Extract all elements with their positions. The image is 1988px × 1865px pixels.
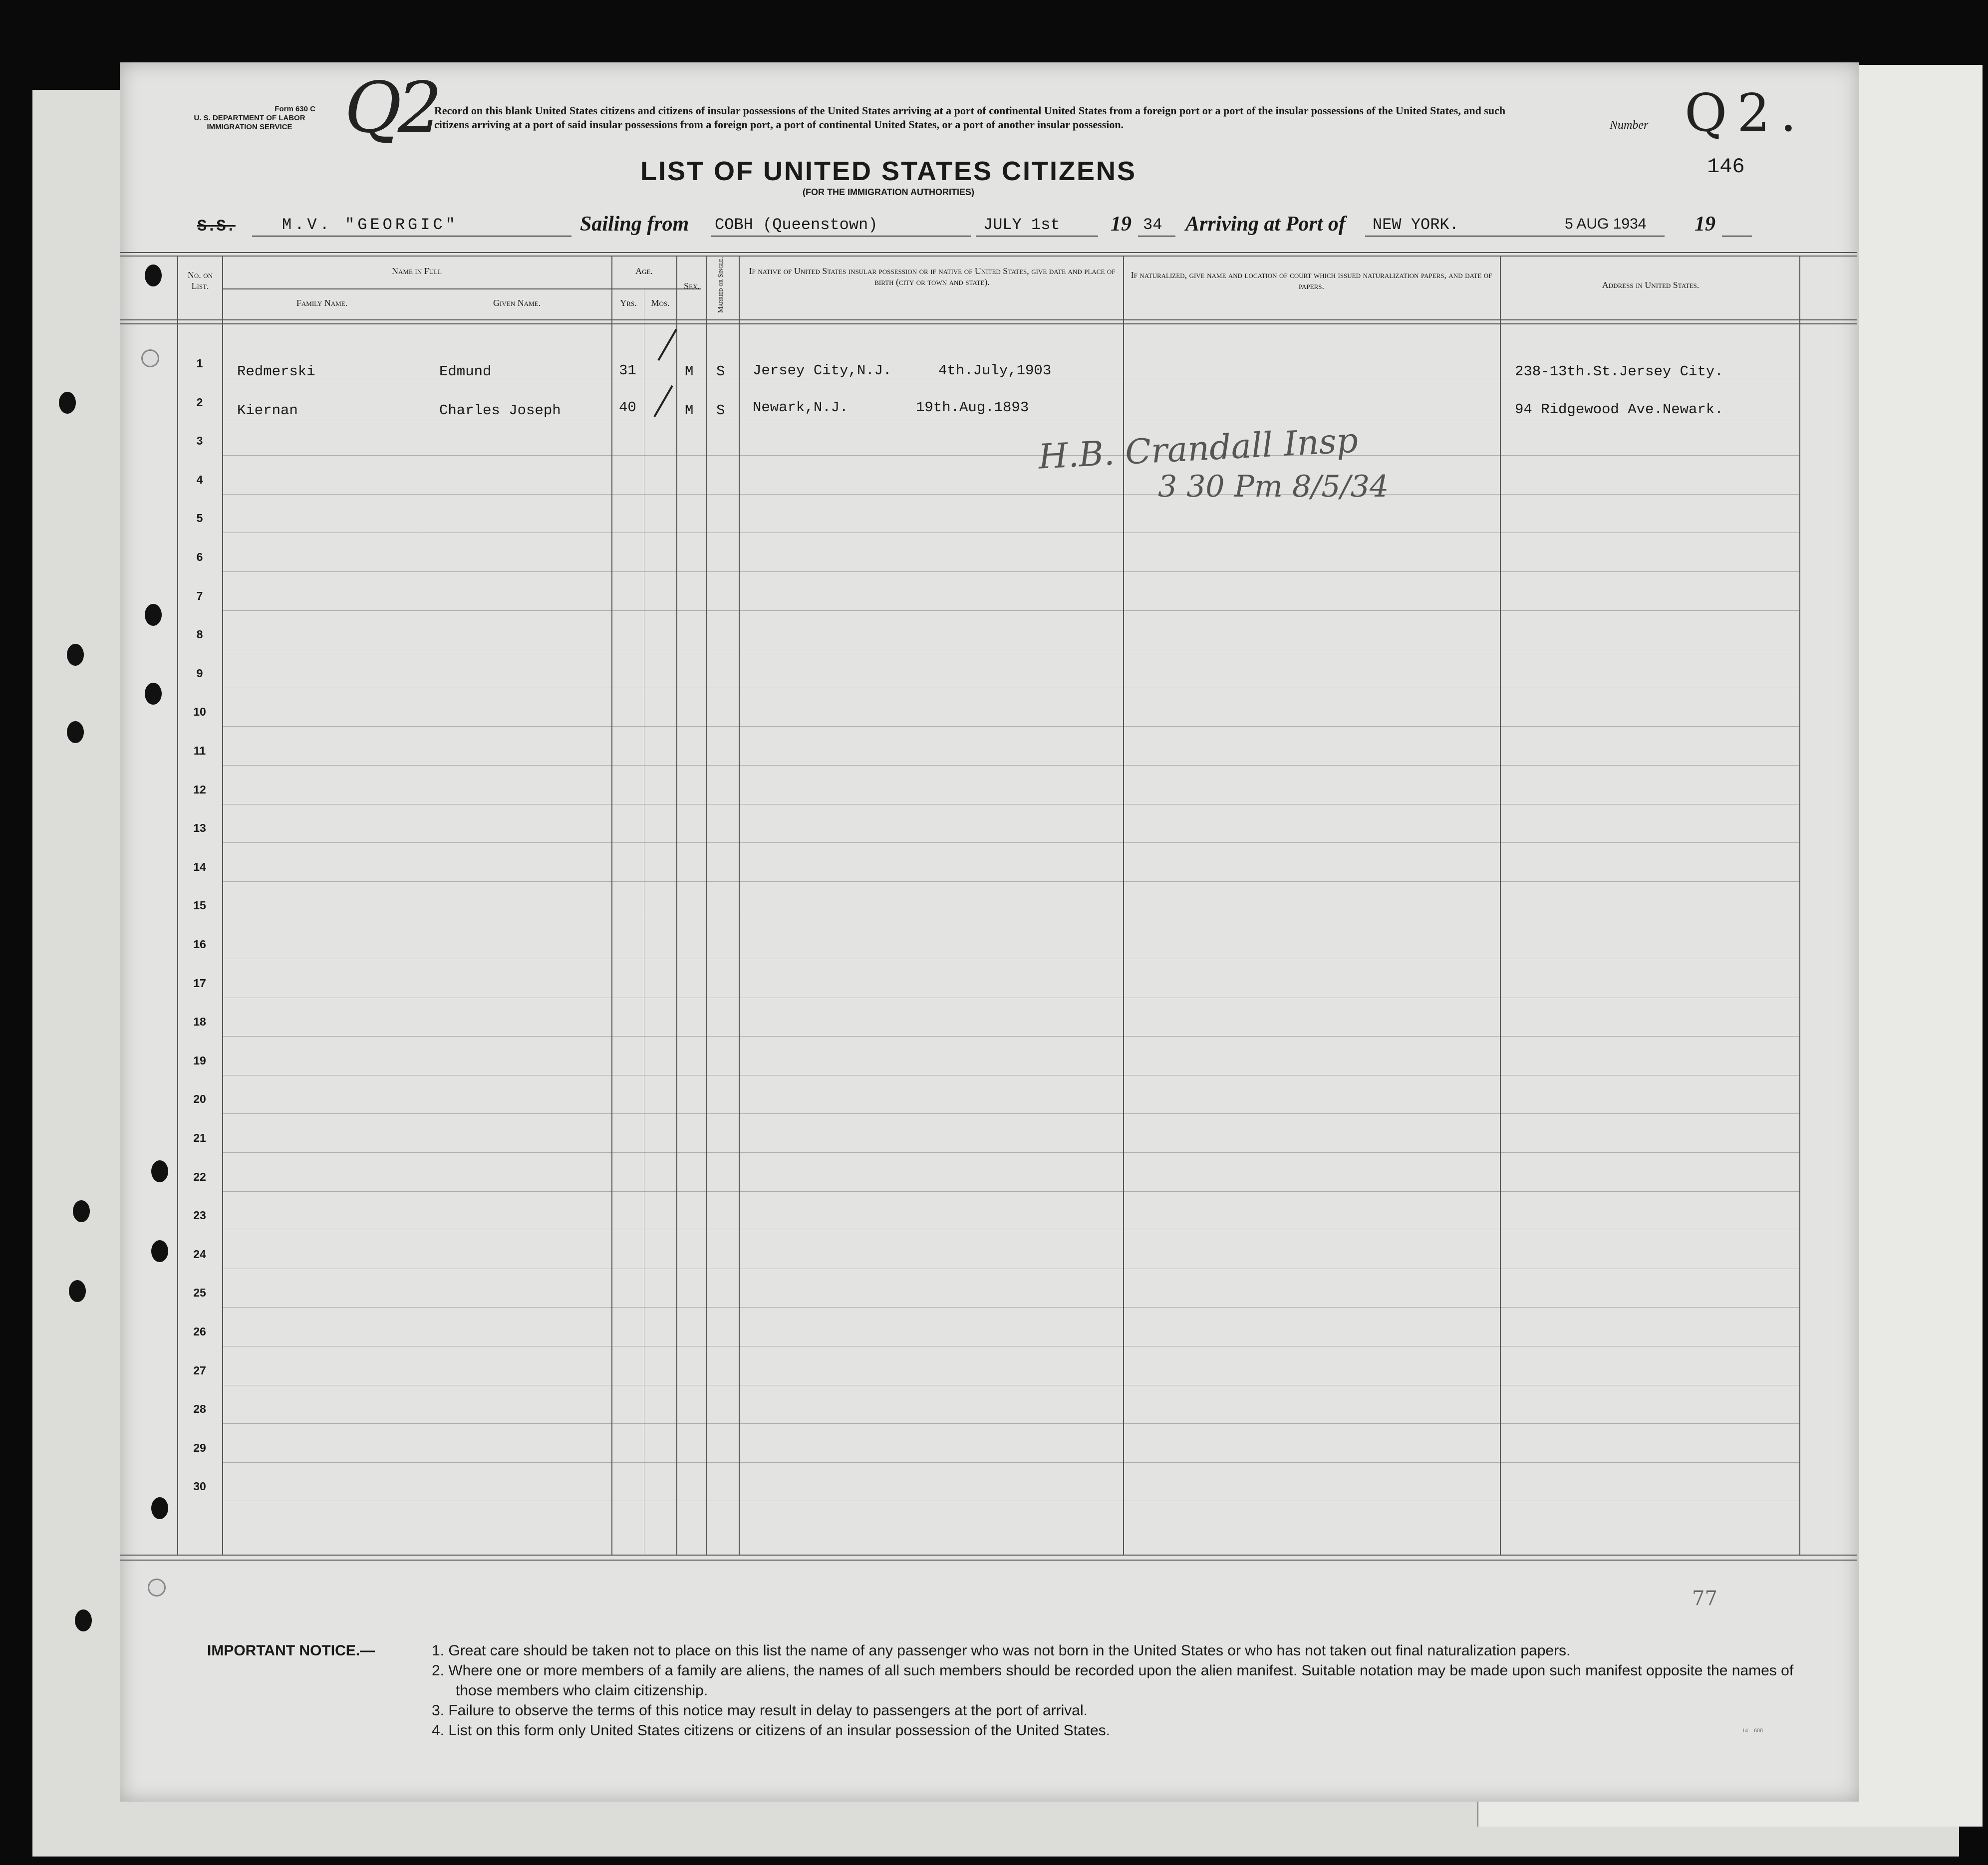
sailing-from-label: Sailing from <box>580 213 689 236</box>
table-top-border-2 <box>120 256 1857 257</box>
punch-hole <box>151 1240 168 1262</box>
date-underline <box>976 236 1098 237</box>
col-divider <box>1500 256 1501 1556</box>
passenger-2-birth-place: Newark,N.J. <box>753 399 849 416</box>
header-address: Address in United States. <box>1602 280 1700 290</box>
row-number: 24 <box>193 1248 206 1261</box>
row-rule <box>222 1036 1799 1037</box>
row-number: 4 <box>196 473 203 486</box>
handwritten-q2-left: Q2 <box>344 67 438 149</box>
punch-hole <box>151 1160 168 1182</box>
row-number: 12 <box>193 783 206 796</box>
row-number: 27 <box>193 1364 206 1377</box>
passenger-1-marital: S <box>716 363 725 380</box>
row-number: 8 <box>196 628 203 641</box>
row-number: 1 <box>196 357 203 370</box>
row-number: 3 <box>196 434 203 447</box>
header-divider <box>222 288 701 289</box>
notice-item-2: 2. Where one or more members of a family are aliens, the names of all such members should be recorded upon the alien manifest. Suitable notation may be made upon such manifest opposite the names of those members who claim citizenship. <box>432 1662 1794 1699</box>
row-number: 14 <box>193 860 206 873</box>
year2-underline <box>1722 236 1752 237</box>
page-title: LIST OF UNITED STATES CITIZENS <box>640 156 1136 186</box>
passenger-1-given-name: Edmund <box>439 363 492 380</box>
handwritten-mark-77: 77 <box>1692 1587 1717 1610</box>
form-instructions: Record on this blank United States citizens and citizens of insular possessions of the United States arriving at a port of continental United States from a foreign port or a port of the insular possessions of the United States, and such citizens arriving at a port of said insular possessions from a foreign port, a port of continental United States, or a port of another insular possession. <box>434 104 1506 131</box>
passenger-2-family-name: Kiernan <box>237 402 298 419</box>
table-bottom-border <box>120 1555 1857 1556</box>
passenger-1-birth-date: 4th.July,1903 <box>938 362 1052 379</box>
col-divider <box>739 256 740 1556</box>
row-number: 26 <box>193 1325 206 1338</box>
row-number: 17 <box>193 977 206 990</box>
form-code: 14—608 <box>1742 1727 1763 1734</box>
punch-hole <box>148 1579 166 1597</box>
header-name-in-full: Name in Full <box>392 266 442 276</box>
row-number: 19 <box>193 1054 206 1067</box>
row-number: 21 <box>193 1131 206 1144</box>
year-prefix-2: 19 <box>1695 213 1715 236</box>
year-underline <box>1138 236 1175 237</box>
table-top-border <box>120 252 1857 253</box>
row-rule <box>222 1423 1799 1424</box>
row-number: 10 <box>193 705 206 718</box>
port-from: COBH (Queenstown) <box>715 216 878 234</box>
col-divider <box>706 256 707 1556</box>
port-to-underline <box>1365 236 1665 237</box>
row-rule <box>222 842 1799 843</box>
table-bottom-border-2 <box>120 1560 1857 1561</box>
header-naturalized: If naturalized, give name and location of court which issued naturalization papers, and date of papers. <box>1131 270 1492 291</box>
row-rule <box>222 455 1799 456</box>
vessel-underline <box>252 236 571 237</box>
handwritten-time-date: 3 30 Pm 8/5/34 <box>1158 469 1389 504</box>
punch-hole <box>67 721 84 743</box>
passenger-1-age: 31 <box>619 362 636 379</box>
header-age: Age. <box>635 266 653 276</box>
notice-items <box>432 1641 1819 1741</box>
punch-hole <box>67 644 84 666</box>
row-rule <box>222 765 1799 766</box>
form-number: Form 630 C <box>275 105 315 113</box>
passenger-2-address: 94 Ridgewood Ave.Newark. <box>1515 401 1723 418</box>
passenger-2-age: 40 <box>619 399 636 416</box>
number-label: Number <box>1610 119 1649 132</box>
page-subtitle: (FOR THE IMMIGRATION AUTHORITIES) <box>803 187 974 197</box>
row-number: 13 <box>193 821 206 834</box>
department-name: U. S. DEPARTMENT OF LABOR <box>194 114 305 122</box>
notice-item-4: 4. List on this form only United States citizens or citizens of an insular possession of the United States. <box>432 1722 1111 1739</box>
handwritten-q2-right: Q2. <box>1685 82 1807 143</box>
row-rule <box>222 1152 1799 1153</box>
header-given-name: Given Name. <box>493 298 541 308</box>
passenger-1-sex: M <box>685 363 694 380</box>
arriving-label: Arriving at Port of <box>1185 213 1346 236</box>
punch-hole <box>145 683 162 705</box>
punch-hole <box>59 392 76 414</box>
row-number: 16 <box>193 938 206 951</box>
passenger-2-sex: M <box>685 402 694 419</box>
row-number: 15 <box>193 899 206 912</box>
passenger-1-family-name: Redmerski <box>237 363 315 380</box>
punch-hole <box>145 604 162 626</box>
row-number: 6 <box>196 550 203 563</box>
page-number: 146 <box>1707 155 1745 179</box>
row-number: 22 <box>193 1170 206 1183</box>
header-bottom-border <box>120 319 1857 320</box>
row-number: 9 <box>196 667 203 680</box>
passenger-2-marital: S <box>716 402 725 419</box>
row-rule <box>222 1307 1799 1308</box>
row-number: 29 <box>193 1441 206 1454</box>
passenger-1-address: 238-13th.St.Jersey City. <box>1515 363 1723 380</box>
row-rule <box>222 1113 1799 1114</box>
col-divider <box>611 256 612 1556</box>
punch-hole <box>75 1609 92 1631</box>
header-yrs: Yrs. <box>620 298 637 308</box>
handwritten-inspector-signature: H.B. Crandall Insp <box>1037 421 1359 477</box>
row-rule <box>222 494 1799 495</box>
passenger-1-birth-place: Jersey City,N.J. <box>753 362 892 379</box>
port-to: NEW YORK. <box>1373 216 1459 234</box>
row-number: 18 <box>193 1015 206 1028</box>
row-number: 7 <box>196 589 203 602</box>
notice-item-1: 1. Great care should be taken not to place on this list the name of any passenger who was not born in the United States or who has not taken out final naturalization papers. <box>432 1642 1571 1659</box>
row-rule <box>222 571 1799 572</box>
row-number: 25 <box>193 1286 206 1299</box>
row-rule <box>222 726 1799 727</box>
punch-hole <box>151 1497 168 1519</box>
notice-item-3: 3. Failure to observe the terms of this notice may result in delay to passengers at the port of arrival. <box>432 1702 1088 1719</box>
passenger-2-given-name: Charles Joseph <box>439 402 561 419</box>
col-divider <box>676 256 677 1556</box>
punch-hole <box>73 1200 90 1222</box>
year-suffix: 34 <box>1143 216 1162 234</box>
header-sex: Sex. <box>684 281 700 291</box>
row-number: 2 <box>196 396 203 409</box>
col-divider <box>222 256 223 1556</box>
header-married-single: Married or Single. <box>717 257 725 313</box>
port-from-underline <box>711 236 971 237</box>
form-identifier <box>175 105 324 132</box>
row-rule <box>222 1191 1799 1192</box>
arrival-stamp: 5 AUG 1934 <box>1565 216 1647 232</box>
notice-heading: IMPORTANT NOTICE.— <box>207 1642 375 1659</box>
row-number: 5 <box>196 512 203 525</box>
row-rule <box>222 610 1799 611</box>
row-rule <box>222 1462 1799 1463</box>
vessel-prefix: S.S. <box>197 217 236 236</box>
year-prefix: 19 <box>1111 213 1132 236</box>
vessel-name: M.V. "GEORGIC" <box>282 216 458 234</box>
header-no-on-list: No. on List. <box>187 270 213 291</box>
header-family-name: Family Name. <box>296 298 348 308</box>
header-native-birth: If native of United States insular possession or if native of United States, give date and place of birth (city or town and state). <box>749 266 1116 287</box>
punch-hole <box>145 265 162 286</box>
header-mos: Mos. <box>651 298 670 308</box>
row-number: 11 <box>193 744 206 757</box>
row-rule <box>222 881 1799 882</box>
service-name: IMMIGRATION SERVICE <box>207 123 292 131</box>
col-divider <box>1799 256 1800 1556</box>
passenger-2-birth-date: 19th.Aug.1893 <box>916 399 1029 416</box>
departure-date: JULY 1st <box>983 216 1060 234</box>
punch-hole <box>69 1280 86 1302</box>
row-number: 23 <box>193 1209 206 1222</box>
col-divider <box>177 256 178 1556</box>
punch-hole <box>141 349 159 367</box>
row-number: 28 <box>193 1402 206 1415</box>
header-bottom-border-2 <box>120 323 1857 324</box>
row-number: 20 <box>193 1092 206 1105</box>
row-number: 30 <box>193 1480 206 1493</box>
